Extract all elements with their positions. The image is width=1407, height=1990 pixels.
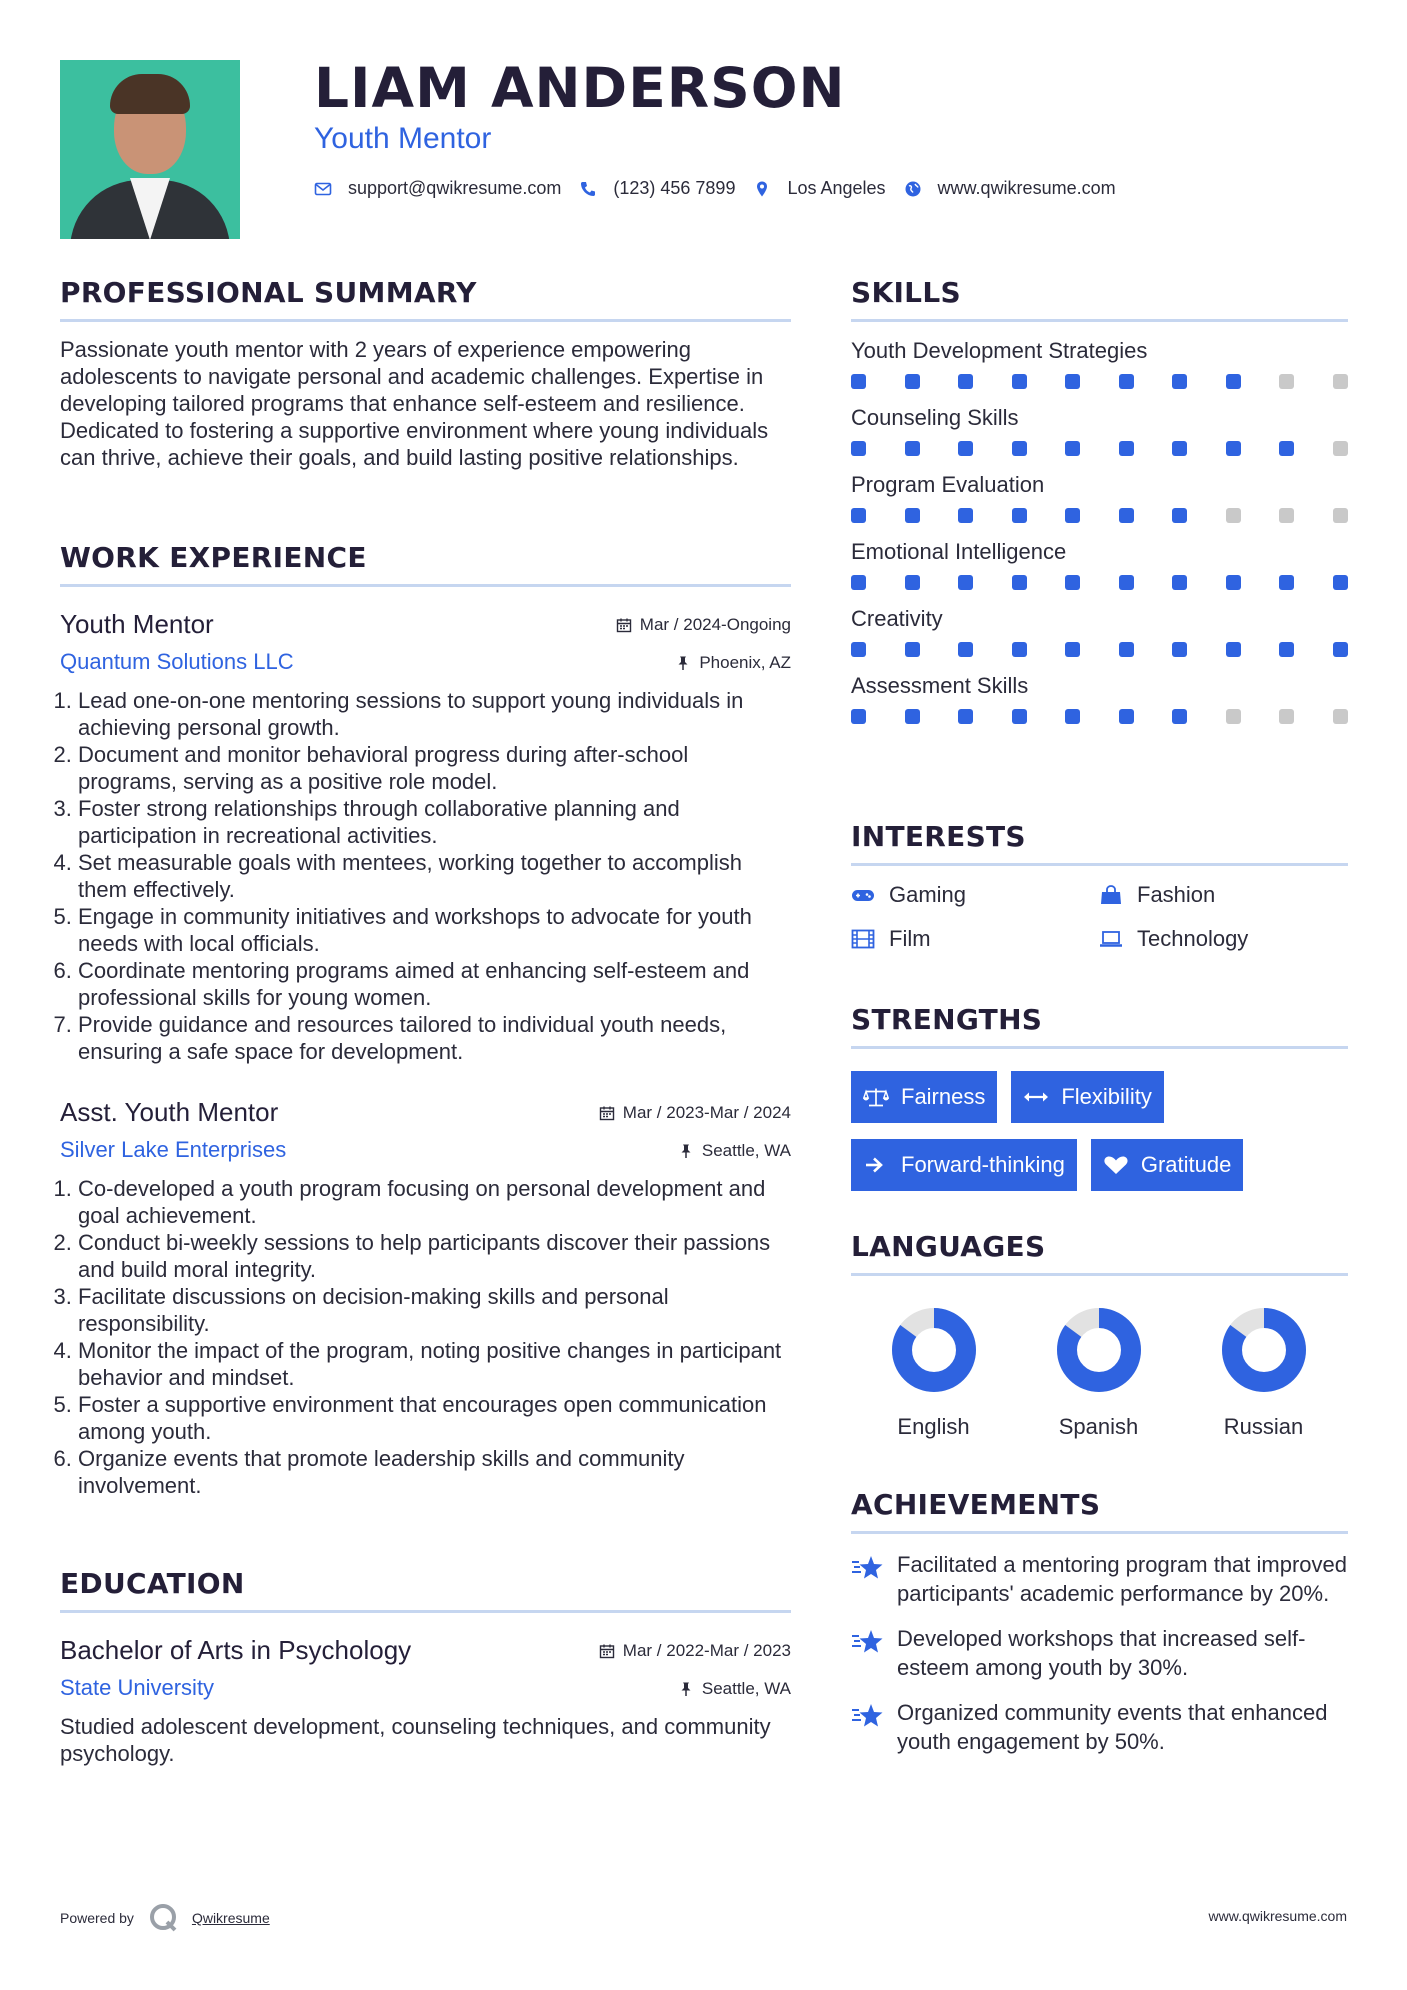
skill-item <box>851 673 1348 724</box>
job-date-text: Mar / 2024-Ongoing <box>639 615 791 634</box>
rating-dot-filled <box>1172 709 1187 724</box>
achievement-text: Developed workshops that increased self-esteem among youth by 30%. <box>897 1626 1306 1680</box>
rating-dot-filled <box>1065 642 1080 657</box>
strength-tag <box>1091 1139 1244 1191</box>
shooting-star-icon <box>851 1628 885 1656</box>
rating-dot-filled <box>1065 374 1080 389</box>
skills-heading: SKILLS <box>851 276 961 309</box>
skill-rating <box>851 441 1348 456</box>
footer-powered-by <box>60 1902 270 1934</box>
qwikresume-logo-icon <box>148 1902 180 1934</box>
rating-dot-empty <box>1333 709 1348 724</box>
rating-dot-filled <box>958 642 973 657</box>
interest-fashion <box>1099 882 1348 908</box>
job-bullets <box>60 687 791 1065</box>
education-location <box>678 1679 791 1699</box>
contact-phone-text: (123) 456 7899 <box>613 178 736 198</box>
pushpin-icon <box>678 1681 694 1697</box>
skill-rating <box>851 642 1348 657</box>
contact-bar <box>314 178 1134 199</box>
language-donut <box>890 1306 978 1394</box>
rating-dot-empty <box>1279 709 1294 724</box>
achievement-item <box>851 1698 1348 1756</box>
rating-dot-filled <box>1065 575 1080 590</box>
interest-gaming <box>851 882 1099 908</box>
bullet-item: 1. Co-developed a youth program focusing on personal development and goal achievement. <box>78 1175 791 1229</box>
skills-section <box>851 276 1348 724</box>
bullet-item: 6. Organize events that promote leadership skills and community involvement. <box>78 1445 791 1499</box>
rating-dot-filled <box>905 508 920 523</box>
interests-grid <box>851 882 1348 952</box>
strengths-list <box>851 1071 1348 1191</box>
summary-rule <box>60 319 791 322</box>
education-location-text: Seattle, WA <box>701 1679 791 1698</box>
rating-dot-filled <box>851 575 866 590</box>
education-entry <box>60 1635 791 1767</box>
footer-brand-link[interactable]: Qwikresume <box>191 1910 270 1926</box>
summary-section <box>60 276 791 471</box>
rating-dot-empty <box>1333 508 1348 523</box>
rating-dot-filled <box>1172 642 1187 657</box>
contact-location <box>753 178 885 199</box>
rating-dot-filled <box>1012 441 1027 456</box>
education-section <box>60 1567 791 1767</box>
interest-label: Fashion <box>1137 882 1216 907</box>
calendar-icon <box>599 1643 615 1659</box>
rating-dot-filled <box>958 508 973 523</box>
languages-heading: LANGUAGES <box>851 1230 1046 1263</box>
rating-dot-filled <box>1012 709 1027 724</box>
heart-icon <box>1103 1155 1129 1175</box>
skill-rating <box>851 374 1348 389</box>
rating-dot-filled <box>1119 642 1134 657</box>
interest-label: Gaming <box>889 882 967 907</box>
skill-name: Assessment Skills <box>851 673 1029 698</box>
bullet-item: 3. Facilitate discussions on decision-making skills and personal responsibility. <box>78 1283 791 1337</box>
bullet-item: 2. Document and monitor behavioral progress during after-school programs, serving as a positive role model. <box>78 741 791 795</box>
bullet-item: 3. Foster strong relationships through collaborative planning and participation in recreational activities. <box>78 795 791 849</box>
skill-item <box>851 539 1348 590</box>
languages-list <box>851 1306 1348 1440</box>
rating-dot-filled <box>1226 575 1241 590</box>
rating-dot-filled <box>958 441 973 456</box>
skill-name: Program Evaluation <box>851 472 1045 497</box>
rating-dot-filled <box>1172 575 1187 590</box>
rating-dot-filled <box>1226 374 1241 389</box>
pushpin-icon <box>675 655 691 671</box>
rating-dot-filled <box>1226 441 1241 456</box>
summary-text: Passionate youth mentor with 2 years of experience empowering adolescents to navigate personal and academic challenges. Expertise in developing tailored programs that enhance self-esteem and resilience. Dedicated to fostering a supportive environment where young individuals can thrive, achieve their goals, and build lasting positive relationships. <box>60 337 769 470</box>
shooting-star-icon <box>851 1554 885 1582</box>
rating-dot-filled <box>1119 374 1134 389</box>
rating-dot-empty <box>1226 709 1241 724</box>
rating-dot-filled <box>1172 508 1187 523</box>
rating-dot-filled <box>1119 575 1134 590</box>
achievements-rule <box>851 1531 1348 1534</box>
achievement-item <box>851 1624 1348 1682</box>
globe-icon <box>904 180 922 198</box>
rating-dot-filled <box>1119 508 1134 523</box>
job-date-text: Mar / 2023-Mar / 2024 <box>622 1103 791 1122</box>
skills-rule <box>851 319 1348 322</box>
achievement-item <box>851 1550 1348 1608</box>
interest-technology <box>1099 926 1348 952</box>
pushpin-icon <box>678 1143 694 1159</box>
experience-section <box>60 541 791 1499</box>
balance-scale-icon <box>863 1087 889 1107</box>
laptop-icon <box>1099 929 1123 949</box>
rating-dot-filled <box>1333 575 1348 590</box>
skill-rating <box>851 508 1348 523</box>
school-name: State University <box>60 1675 215 1700</box>
strength-tag <box>851 1139 1077 1191</box>
rating-dot-filled <box>1119 709 1134 724</box>
rating-dot-empty <box>1333 441 1348 456</box>
rating-dot-filled <box>905 575 920 590</box>
rating-dot-filled <box>958 709 973 724</box>
film-icon <box>851 929 875 949</box>
skill-item <box>851 405 1348 456</box>
job-entry <box>60 609 791 1065</box>
rating-dot-filled <box>905 441 920 456</box>
strength-label: Flexibility <box>1061 1084 1152 1109</box>
job-company: Quantum Solutions LLC <box>60 649 294 674</box>
skill-name: Creativity <box>851 606 943 631</box>
achievement-text: Organized community events that enhanced youth engagement by 50%. <box>897 1700 1328 1754</box>
rating-dot-filled <box>1012 575 1027 590</box>
rating-dot-filled <box>851 374 866 389</box>
rating-dot-filled <box>1065 508 1080 523</box>
language-item <box>1181 1306 1346 1440</box>
map-marker-icon <box>753 180 771 198</box>
education-date-text: Mar / 2022-Mar / 2023 <box>622 1641 791 1660</box>
achievement-text: Facilitated a mentoring program that improved participants' academic performance by 20%. <box>897 1552 1347 1606</box>
language-item <box>1016 1306 1181 1440</box>
education-description: Studied adolescent development, counseling techniques, and community psychology. <box>60 1714 771 1766</box>
profile-photo <box>60 60 240 239</box>
rating-dot-filled <box>1065 441 1080 456</box>
skill-name: Emotional Intelligence <box>851 539 1067 564</box>
contact-phone[interactable] <box>579 178 735 199</box>
strength-tag <box>1011 1071 1163 1123</box>
contact-location-text: Los Angeles <box>787 178 886 198</box>
job-date <box>599 1103 791 1123</box>
job-company: Silver Lake Enterprises <box>60 1137 287 1162</box>
rating-dot-filled <box>1119 441 1134 456</box>
job-location-text: Phoenix, AZ <box>699 653 791 672</box>
education-date <box>599 1641 791 1661</box>
arrows-horizontal-icon <box>1023 1087 1049 1107</box>
languages-rule <box>851 1273 1348 1276</box>
rating-dot-filled <box>851 441 866 456</box>
rating-dot-filled <box>1333 642 1348 657</box>
language-donut <box>1055 1306 1143 1394</box>
rating-dot-filled <box>1279 642 1294 657</box>
candidate-name: LIAM ANDERSON <box>314 56 846 120</box>
job-bullets <box>60 1175 791 1499</box>
bullet-item: 5. Engage in community initiatives and workshops to advocate for youth needs with local officials. <box>78 903 791 957</box>
rating-dot-filled <box>1012 508 1027 523</box>
strengths-rule <box>851 1046 1348 1049</box>
candidate-role: Youth Mentor <box>314 122 492 155</box>
rating-dot-filled <box>905 709 920 724</box>
shooting-star-icon <box>851 1702 885 1730</box>
strength-tag <box>851 1071 997 1123</box>
contact-website[interactable] <box>904 178 1116 199</box>
interest-film <box>851 926 1099 952</box>
job-date <box>616 615 791 635</box>
rating-dot-filled <box>1279 575 1294 590</box>
strengths-heading: STRENGTHS <box>851 1003 1043 1036</box>
language-name: English <box>897 1414 970 1439</box>
skill-rating <box>851 575 1348 590</box>
bullet-item: 4. Set measurable goals with mentees, working together to accomplish them effectively. <box>78 849 791 903</box>
rating-dot-filled <box>1172 374 1187 389</box>
skills-list <box>851 338 1348 724</box>
experience-heading: WORK EXPERIENCE <box>60 541 367 574</box>
bullet-item: 6. Coordinate mentoring programs aimed at enhancing self-esteem and professional skills for young women. <box>78 957 791 1011</box>
gamepad-icon <box>851 885 875 905</box>
summary-heading: PROFESSIONAL SUMMARY <box>60 276 477 309</box>
job-title: Asst. Youth Mentor <box>60 1097 279 1127</box>
calendar-icon <box>599 1105 615 1121</box>
rating-dot-empty <box>1333 374 1348 389</box>
bullet-item: 4. Monitor the impact of the program, noting positive changes in participant behavior and mindset. <box>78 1337 791 1391</box>
rating-dot-filled <box>905 374 920 389</box>
rating-dot-empty <box>1226 508 1241 523</box>
language-item <box>851 1306 1016 1440</box>
language-name: Spanish <box>1058 1414 1139 1439</box>
rating-dot-filled <box>851 508 866 523</box>
education-heading: EDUCATION <box>60 1567 245 1600</box>
envelope-icon <box>314 180 332 198</box>
interest-label: Film <box>889 926 931 951</box>
rating-dot-filled <box>1012 374 1027 389</box>
rating-dot-filled <box>1226 642 1241 657</box>
experience-rule <box>60 584 791 587</box>
rating-dot-empty <box>1279 374 1294 389</box>
job-location-text: Seattle, WA <box>701 1141 791 1160</box>
education-rule <box>60 1610 791 1613</box>
rating-dot-filled <box>1065 709 1080 724</box>
photo-hair <box>110 74 190 114</box>
language-donut <box>1220 1306 1308 1394</box>
achievements-section <box>851 1488 1348 1756</box>
rating-dot-filled <box>1172 441 1187 456</box>
bullet-item: 1. Lead one-on-one mentoring sessions to support young individuals in achieving personal growth. <box>78 687 791 741</box>
job-title: Youth Mentor <box>60 609 214 639</box>
strength-label: Fairness <box>901 1084 986 1109</box>
language-name: Russian <box>1223 1414 1304 1439</box>
achievements-heading: ACHIEVEMENTS <box>851 1488 1101 1521</box>
strengths-section <box>851 1003 1348 1191</box>
shopping-bag-icon <box>1099 885 1123 905</box>
rating-dot-filled <box>905 642 920 657</box>
rating-dot-empty <box>1279 508 1294 523</box>
rating-dot-filled <box>851 642 866 657</box>
rating-dot-filled <box>958 575 973 590</box>
rating-dot-filled <box>1012 642 1027 657</box>
phone-icon <box>579 180 597 198</box>
languages-section <box>851 1230 1348 1440</box>
job-entry <box>60 1097 791 1499</box>
footer-website[interactable]: www.qwikresume.com <box>1208 1908 1347 1924</box>
bullet-item: 5. Foster a supportive environment that encourages open communication among youth. <box>78 1391 791 1445</box>
rating-dot-filled <box>851 709 866 724</box>
contact-email[interactable] <box>314 178 561 199</box>
skill-item <box>851 472 1348 523</box>
skill-name: Youth Development Strategies <box>851 338 1148 363</box>
skill-item <box>851 338 1348 389</box>
strength-label: Gratitude <box>1140 1152 1232 1177</box>
interests-heading: INTERESTS <box>851 820 1026 853</box>
bullet-item: 7. Provide guidance and resources tailored to individual youth needs, ensuring a safe space for development. <box>78 1011 791 1065</box>
contact-website-text: www.qwikresume.com <box>937 178 1116 198</box>
calendar-icon <box>616 617 632 633</box>
interests-rule <box>851 863 1348 866</box>
skill-rating <box>851 709 1348 724</box>
degree-title: Bachelor of Arts in Psychology <box>60 1635 412 1665</box>
strength-label: Forward-thinking <box>901 1152 1065 1177</box>
job-location <box>675 653 791 673</box>
arrow-right-icon <box>863 1155 889 1175</box>
rating-dot-filled <box>1279 441 1294 456</box>
bullet-item: 2. Conduct bi-weekly sessions to help participants discover their passions and build moral integrity. <box>78 1229 791 1283</box>
contact-email-text: support@qwikresume.com <box>348 178 562 198</box>
interest-label: Technology <box>1137 926 1249 951</box>
rating-dot-filled <box>958 374 973 389</box>
interests-section <box>851 820 1348 952</box>
powered-by-text: Powered by <box>60 1910 134 1926</box>
job-location <box>678 1141 791 1161</box>
skill-item <box>851 606 1348 657</box>
skill-name: Counseling Skills <box>851 405 1019 430</box>
